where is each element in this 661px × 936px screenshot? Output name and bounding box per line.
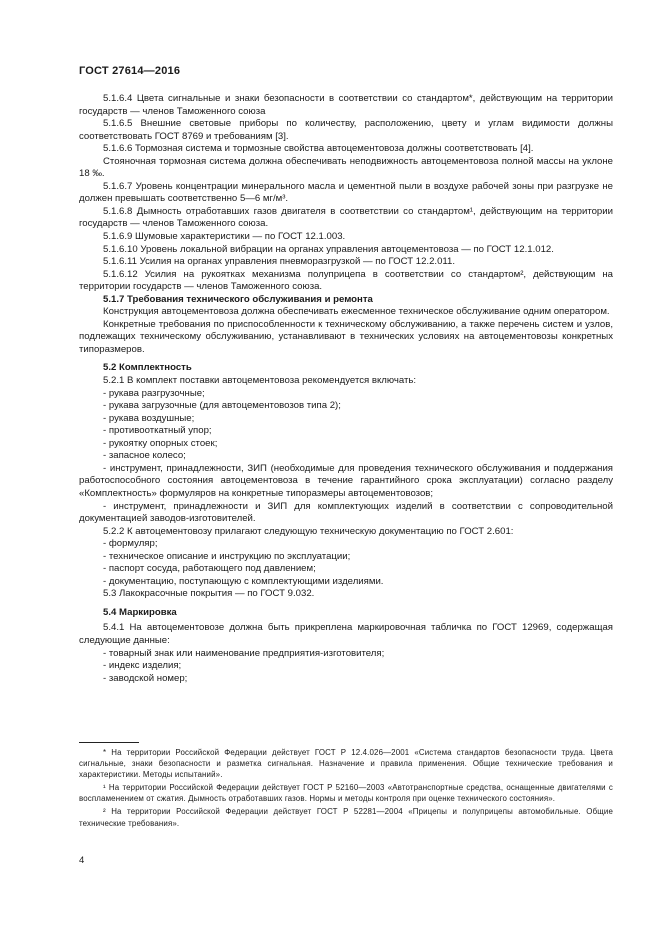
clause-5-2-1: 5.2.1 В комплект поставки автоцементовоза рекомендуется включать:	[103, 375, 417, 387]
page-number: 4	[79, 855, 85, 866]
list-item: - паспорт сосуда, работающего под давлением;	[103, 563, 316, 575]
clause-5-1-6-8: 5.1.6.8 Дымность отработавших газов двигателя в соответствии со стандартом¹, действующим на территории государств — членов Таможенного союза.	[79, 205, 613, 230]
footnotes	[79, 747, 613, 831]
list-item: - индекс изделия;	[103, 660, 182, 672]
list-item: - рукава разгрузочные;	[103, 387, 205, 399]
list-item: - запасное колесо;	[103, 450, 186, 462]
list-item: - рукоятку опорных стоек;	[103, 437, 218, 449]
list-item: - техническое описание и инструкцию по эксплуатации;	[103, 550, 351, 562]
clause-5-1-6-4: 5.1.6.4 Цвета сигнальные и знаки безопасности в соответствии со стандартом*, действующим на территории государств — членов Таможенного союза	[79, 93, 613, 117]
maintenance-paragraph-2: Конкретные требования по приспособленности к техническому обслуживанию, а также перечень систем и узлов, подлежащих техническому обслуживанию, устанавливают в технических условиях на автоцементовозы конкретных типоразмеров.	[79, 318, 613, 355]
list-item: - инструмент, принадлежности, ЗИП (необходимые для проведения технического обслуживания и поддержания работоспособного состояния автоцементовоза в течение гарантийного срока эксплуатации) согласно разделу «Комплектность» формуляров на конкретные типоразмеры автоцементовозов;	[79, 462, 613, 499]
footnote-asterisk: * На территории Российской Федерации действует ГОСТ Р 12.4.026—2001 «Система стандартов безопасности труда. Цвета сигнальные, знаки безопасности и разметка сигнальная. Назначение и правила применения. Общие технические требования и характеристики. Методы испытаний».	[79, 748, 613, 780]
clause-5-1-6-11: 5.1.6.11 Усилия на органах управления пневморазгрузкой — по ГОСТ 12.2.011.	[103, 256, 456, 268]
list-item: - рукава воздушные;	[103, 412, 195, 424]
section-heading-5-4: 5.4 Маркировка	[103, 606, 177, 618]
clause-5-3: 5.3 Лакокрасочные покрытия — по ГОСТ 9.032.	[103, 588, 315, 600]
list-item: - заводской номер;	[103, 672, 188, 684]
list-item: - документацию, поступающую с комплектующими изделиями.	[103, 575, 384, 587]
clause-5-1-6-7: 5.1.6.7 Уровень концентрации минерального масла и цементной пыли в воздухе рабочей зоны при разгрузке не должен превышать соответственно 5—6 мг/м³.	[79, 180, 613, 205]
maintenance-paragraph-1: Конструкция автоцементовоза должна обеспечивать ежесменное техническое обслуживание одним оператором.	[103, 306, 610, 318]
list-item: - рукава загрузочные (для автоцементовозов типа 2);	[103, 400, 341, 412]
list-item: - товарный знак или наименование предприятия-изготовителя;	[103, 647, 385, 659]
list-item: - инструмент, принадлежности и ЗИП для комплектующих изделий в соответствии с сопроводительной документацией заводов-изготовителей.	[79, 500, 613, 525]
clause-5-1-6-9: 5.1.6.9 Шумовые характеристики — по ГОСТ 12.1.003.	[103, 231, 346, 243]
footnote-1: ¹ На территории Российской Федерации действует ГОСТ Р 52160—2003 «Автотранспортные средства, оснащенные двигателями с воспламенением от сжатия. Дымность отработавших газов. Нормы и методы контроля при оценке технического состояния».	[79, 783, 613, 804]
section-heading-5-1-7: 5.1.7 Требования технического обслуживания и ремонта	[103, 293, 373, 305]
clause-5-1-6-6: 5.1.6.6 Тормозная система и тормозные свойства автоцементовоза должны соответствовать [4].	[103, 143, 534, 155]
list-item: - противооткатный упор;	[103, 425, 212, 437]
clause-5-1-6-12: 5.1.6.12 Усилия на рукоятках механизма полуприцепа в соответствии со стандартом², действующим на территории государств — членов Таможенного союза.	[79, 268, 613, 293]
document-body	[79, 93, 613, 685]
footnote-2: ² На территории Российской Федерации действует ГОСТ Р 52281—2004 «Прицепы и полуприцепы автомобильные. Общие технические требования».	[79, 807, 613, 828]
clause-5-1-6-10: 5.1.6.10 Уровень локальной вибрации на органах управления автоцементовоза — по ГОСТ 12.1.012.	[103, 243, 554, 255]
clause-5-2-2: 5.2.2 К автоцементовозу прилагают следующую техническую документацию по ГОСТ 2.601:	[103, 525, 514, 537]
parking-brake-paragraph: Стояночная тормозная система должна обеспечивать неподвижность автоцементовоза полной массы на уклоне 18 ‰.	[79, 155, 613, 180]
list-item: - формуляр;	[103, 538, 158, 550]
footnote-divider	[79, 742, 139, 743]
section-heading-5-2: 5.2 Комплектность	[103, 362, 192, 374]
clause-5-4-1: 5.4.1 На автоцементовозе должна быть прикреплена маркировочная табличка по ГОСТ 12969, содержащая следующие данные:	[79, 622, 613, 646]
clause-5-1-6-5: 5.1.6.5 Внешние световые приборы по количеству, расположению, цвету и углам видимости должны соответствовать ГОСТ 8769 и требованиям [3].	[79, 118, 613, 142]
page-header-title: ГОСТ 27614—2016	[79, 65, 181, 77]
